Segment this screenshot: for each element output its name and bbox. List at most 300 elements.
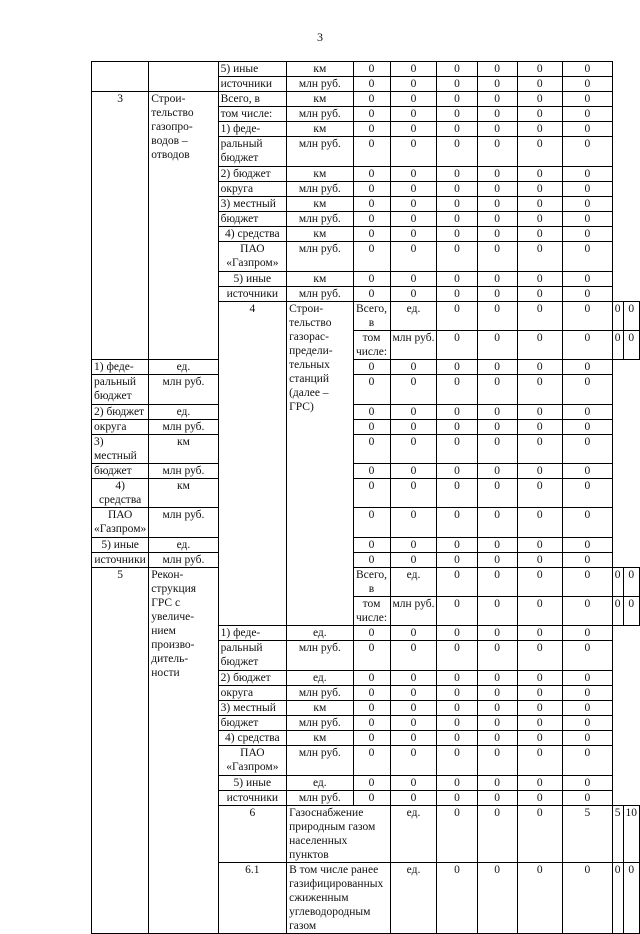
value-cell: 0: [517, 806, 562, 863]
value-cell: 0: [437, 701, 477, 716]
value-cell: 0: [477, 464, 517, 479]
value-cell: 0: [437, 479, 477, 508]
value-cell: 0: [353, 197, 390, 212]
value-cell: 0: [562, 791, 612, 806]
value-cell: 0: [390, 626, 437, 641]
table-row: [92, 508, 640, 538]
funding-source: 1) феде-: [218, 122, 286, 137]
funding-source: ральный бюджет: [218, 641, 286, 671]
unit-cell: млн руб.: [287, 182, 353, 197]
value-cell: 0: [562, 641, 612, 671]
value-cell: 0: [437, 375, 477, 405]
value-cell: 0: [390, 791, 437, 806]
value-cell: 0: [612, 331, 623, 360]
value-cell: 0: [517, 479, 562, 508]
value-cell: 0: [437, 107, 477, 122]
value-cell: 0: [517, 508, 562, 538]
value-cell: 0: [437, 77, 477, 92]
value-cell: 0: [437, 137, 477, 167]
value-cell: 0: [437, 167, 477, 182]
value-cell: 0: [477, 641, 517, 671]
value-cell: 0: [437, 405, 477, 420]
table-row: [92, 92, 640, 107]
value-cell: 0: [437, 62, 477, 77]
unit-cell: км: [287, 731, 353, 746]
value-cell: 0: [390, 716, 437, 731]
value-cell: 0: [477, 167, 517, 182]
value-cell: 0: [390, 360, 437, 375]
unit-cell: млн руб.: [287, 137, 353, 167]
unit-cell: млн руб.: [287, 716, 353, 731]
value-cell: 0: [477, 435, 517, 464]
funding-source: 1) феде-: [92, 360, 149, 375]
value-cell: 0: [390, 731, 437, 746]
value-cell: 0: [477, 212, 517, 227]
value-cell: 0: [437, 420, 477, 435]
unit-cell: км: [287, 701, 353, 716]
value-cell: 0: [517, 641, 562, 671]
unit-cell: ед.: [149, 405, 218, 420]
value-cell: 0: [477, 182, 517, 197]
funding-source: 2) бюджет: [92, 405, 149, 420]
funding-source: 5) иные: [218, 62, 286, 77]
value-cell: 0: [517, 435, 562, 464]
value-cell: 0: [353, 272, 390, 287]
value-cell: 0: [477, 568, 517, 597]
value-cell: 0: [353, 791, 390, 806]
value-cell: 0: [517, 731, 562, 746]
value-cell: 0: [353, 746, 390, 776]
value-cell: 0: [353, 716, 390, 731]
value-cell: 0: [612, 302, 623, 331]
value-cell: 0: [477, 242, 517, 272]
funding-source: источники: [92, 553, 149, 568]
value-cell: 0: [353, 242, 390, 272]
unit-cell: км: [287, 167, 353, 182]
unit-cell: млн руб.: [287, 287, 353, 302]
value-cell: 0: [390, 197, 437, 212]
unit-cell: ед.: [149, 538, 218, 553]
value-cell: 0: [437, 553, 477, 568]
value-cell: 0: [562, 62, 612, 77]
value-cell: 0: [353, 641, 390, 671]
value-cell: 0: [477, 197, 517, 212]
value-cell: 0: [562, 776, 612, 791]
unit-cell: млн руб.: [287, 641, 353, 671]
value-cell: 0: [390, 405, 437, 420]
value-cell: 0: [353, 92, 390, 107]
value-cell: 0: [562, 863, 612, 934]
value-cell: 0: [562, 626, 612, 641]
value-cell: 0: [612, 863, 623, 934]
funding-source: 2) бюджет: [218, 167, 286, 182]
value-cell: 0: [517, 776, 562, 791]
value-cell: 0: [477, 701, 517, 716]
table-row: [92, 464, 640, 479]
value-cell: 0: [562, 746, 612, 776]
value-cell: 0: [437, 597, 477, 626]
value-cell: 0: [562, 242, 612, 272]
unit-cell: км: [287, 272, 353, 287]
value-cell: 0: [353, 62, 390, 77]
value-cell: 0: [353, 701, 390, 716]
value-cell: 0: [390, 746, 437, 776]
value-cell: 0: [517, 716, 562, 731]
value-cell: 0: [353, 287, 390, 302]
unit-cell: км: [287, 62, 353, 77]
value-cell: 0: [437, 731, 477, 746]
unit-cell: млн руб.: [149, 553, 218, 568]
unit-cell: млн руб.: [149, 375, 218, 405]
value-cell: 0: [517, 331, 562, 360]
funding-source: округа: [92, 420, 149, 435]
value-cell: 0: [437, 331, 477, 360]
unit-cell: млн руб.: [287, 791, 353, 806]
value-cell: 0: [517, 746, 562, 776]
funding-source: ральный бюджет: [218, 137, 286, 167]
funding-source: 1) феде-: [218, 626, 286, 641]
table-row: [92, 420, 640, 435]
value-cell: 0: [562, 405, 612, 420]
value-cell: 0: [390, 212, 437, 227]
value-cell: 0: [562, 212, 612, 227]
value-cell: 0: [517, 287, 562, 302]
value-cell: 0: [437, 242, 477, 272]
value-cell: 0: [390, 553, 437, 568]
value-cell: 0: [477, 122, 517, 137]
value-cell: 0: [477, 302, 517, 331]
value-cell: 0: [477, 137, 517, 167]
row-number: 4: [218, 302, 286, 626]
value-cell: 0: [623, 597, 640, 626]
value-cell: 0: [477, 227, 517, 242]
value-cell: 0: [477, 863, 517, 934]
data-table: [91, 61, 640, 934]
value-cell: 0: [517, 242, 562, 272]
table-row: [92, 62, 640, 77]
value-cell: 0: [353, 182, 390, 197]
value-cell: 0: [477, 671, 517, 686]
value-cell: 0: [562, 137, 612, 167]
value-cell: 0: [477, 331, 517, 360]
unit-cell: млн руб.: [149, 508, 218, 538]
unit-cell: млн руб.: [287, 242, 353, 272]
unit-cell: км: [287, 92, 353, 107]
value-cell: 0: [477, 107, 517, 122]
value-cell: 0: [390, 641, 437, 671]
value-cell: 0: [562, 568, 612, 597]
table-row: [92, 538, 640, 553]
value-cell: 0: [353, 731, 390, 746]
funding-source: 4) средства: [218, 227, 286, 242]
value-cell: 0: [477, 553, 517, 568]
value-cell: 0: [353, 538, 390, 553]
row-number: 5: [92, 568, 149, 934]
value-cell: 0: [517, 464, 562, 479]
value-cell: 0: [562, 197, 612, 212]
value-cell: 0: [390, 62, 437, 77]
funding-source: 4) средства: [218, 731, 286, 746]
value-cell: 0: [517, 597, 562, 626]
funding-source: источники: [218, 791, 286, 806]
value-cell: 0: [437, 122, 477, 137]
funding-source: бюджет: [92, 464, 149, 479]
value-cell: 0: [477, 360, 517, 375]
value-cell: 0: [353, 227, 390, 242]
value-cell: 0: [477, 508, 517, 538]
unit-cell: млн руб.: [287, 746, 353, 776]
value-cell: 0: [517, 420, 562, 435]
value-cell: 0: [477, 287, 517, 302]
value-cell: 5: [612, 806, 623, 863]
unit-cell: ед.: [287, 776, 353, 791]
value-cell: 0: [562, 701, 612, 716]
value-cell: 0: [517, 568, 562, 597]
value-cell: 0: [517, 791, 562, 806]
value-cell: 0: [517, 671, 562, 686]
value-cell: 0: [437, 197, 477, 212]
unit-cell: млн руб.: [287, 686, 353, 701]
value-cell: 0: [353, 508, 390, 538]
value-cell: 0: [517, 863, 562, 934]
value-cell: 0: [562, 479, 612, 508]
unit-cell: млн руб.: [287, 77, 353, 92]
table-row: [92, 568, 640, 597]
funding-source: бюджет: [218, 212, 286, 227]
value-cell: 0: [390, 538, 437, 553]
unit-cell: км: [287, 122, 353, 137]
value-cell: 0: [437, 776, 477, 791]
value-cell: 0: [437, 227, 477, 242]
value-cell: 0: [390, 671, 437, 686]
value-cell: 0: [477, 420, 517, 435]
value-cell: 0: [477, 597, 517, 626]
value-cell: 0: [562, 538, 612, 553]
value-cell: 0: [390, 508, 437, 538]
value-cell: 0: [517, 182, 562, 197]
value-cell: 0: [390, 479, 437, 508]
value-cell: 0: [562, 731, 612, 746]
value-cell: 0: [517, 360, 562, 375]
value-cell: 0: [437, 212, 477, 227]
row-number: [92, 62, 149, 92]
value-cell: 0: [517, 272, 562, 287]
value-cell: 0: [437, 464, 477, 479]
value-cell: 0: [562, 77, 612, 92]
value-cell: 10: [623, 806, 640, 863]
value-cell: 0: [517, 553, 562, 568]
value-cell: 0: [437, 568, 477, 597]
funding-source: 3) местный: [92, 435, 149, 464]
value-cell: 0: [390, 122, 437, 137]
value-cell: 0: [562, 182, 612, 197]
value-cell: 0: [437, 746, 477, 776]
value-cell: 0: [437, 360, 477, 375]
unit-cell: ед.: [287, 626, 353, 641]
value-cell: 0: [353, 137, 390, 167]
funding-source: 5) иные: [218, 272, 286, 287]
table-row: [92, 553, 640, 568]
row-number: 6.1: [218, 863, 286, 934]
value-cell: 0: [517, 227, 562, 242]
unit-cell: км: [149, 479, 218, 508]
value-cell: 0: [353, 77, 390, 92]
value-cell: 0: [390, 137, 437, 167]
value-cell: 0: [477, 806, 517, 863]
row-number: 6: [218, 806, 286, 863]
value-cell: 0: [562, 508, 612, 538]
value-cell: 0: [623, 331, 640, 360]
funding-source: 5) иные: [92, 538, 149, 553]
table-row: [92, 479, 640, 508]
value-cell: 0: [562, 435, 612, 464]
value-cell: 0: [437, 641, 477, 671]
funding-source: 4) средства: [92, 479, 149, 508]
value-cell: 0: [437, 863, 477, 934]
value-cell: 0: [390, 92, 437, 107]
value-cell: 0: [437, 686, 477, 701]
value-cell: 0: [353, 122, 390, 137]
value-cell: 0: [437, 791, 477, 806]
unit-cell: ед.: [149, 360, 218, 375]
value-cell: 0: [390, 107, 437, 122]
unit-cell: ед.: [390, 863, 437, 934]
value-cell: 0: [562, 302, 612, 331]
value-cell: 0: [390, 776, 437, 791]
unit-cell: млн руб.: [287, 212, 353, 227]
value-cell: 0: [477, 62, 517, 77]
value-cell: 0: [390, 375, 437, 405]
value-cell: 0: [437, 538, 477, 553]
unit-cell: ед.: [390, 302, 437, 331]
value-cell: 5: [562, 806, 612, 863]
funding-source: Всего, в: [353, 568, 390, 597]
funding-source: Всего, в: [218, 92, 286, 107]
unit-cell: ед.: [287, 671, 353, 686]
value-cell: 0: [477, 272, 517, 287]
unit-cell: км: [287, 227, 353, 242]
unit-cell: млн руб.: [287, 107, 353, 122]
value-cell: 0: [390, 435, 437, 464]
value-cell: 0: [517, 197, 562, 212]
unit-cell: млн руб.: [149, 420, 218, 435]
row-title: Газоснабжение природным газом населенных пунктов: [287, 806, 390, 863]
value-cell: 0: [353, 671, 390, 686]
row-title: Строи- тельство газопро- водов – отводов: [149, 92, 218, 360]
table-row: [92, 405, 640, 420]
value-cell: 0: [562, 553, 612, 568]
value-cell: 0: [390, 77, 437, 92]
value-cell: 0: [517, 122, 562, 137]
value-cell: 0: [477, 716, 517, 731]
value-cell: 0: [353, 464, 390, 479]
funding-source: ПАО «Газпром»: [218, 242, 286, 272]
value-cell: 0: [437, 272, 477, 287]
value-cell: 0: [562, 375, 612, 405]
value-cell: 0: [390, 686, 437, 701]
value-cell: 0: [612, 597, 623, 626]
value-cell: 0: [390, 287, 437, 302]
funding-source: источники: [218, 287, 286, 302]
value-cell: 0: [353, 360, 390, 375]
value-cell: 0: [562, 716, 612, 731]
value-cell: 0: [562, 464, 612, 479]
unit-cell: млн руб.: [390, 597, 437, 626]
value-cell: 0: [477, 776, 517, 791]
value-cell: 0: [477, 375, 517, 405]
value-cell: 0: [390, 167, 437, 182]
value-cell: 0: [562, 122, 612, 137]
value-cell: 0: [562, 92, 612, 107]
value-cell: 0: [517, 137, 562, 167]
funding-source: том числе:: [353, 331, 390, 360]
value-cell: 0: [437, 508, 477, 538]
row-number: 3: [92, 92, 149, 360]
unit-cell: млн руб.: [149, 464, 218, 479]
value-cell: 0: [477, 686, 517, 701]
value-cell: 0: [562, 167, 612, 182]
value-cell: 0: [437, 626, 477, 641]
unit-cell: км: [287, 197, 353, 212]
value-cell: 0: [562, 272, 612, 287]
value-cell: 0: [390, 242, 437, 272]
value-cell: 0: [353, 167, 390, 182]
value-cell: 0: [517, 77, 562, 92]
value-cell: 0: [353, 626, 390, 641]
value-cell: 0: [437, 671, 477, 686]
value-cell: 0: [437, 716, 477, 731]
value-cell: 0: [562, 107, 612, 122]
page-number: 3: [317, 30, 323, 44]
value-cell: 0: [562, 420, 612, 435]
funding-source: 3) местный: [218, 197, 286, 212]
unit-cell: км: [149, 435, 218, 464]
funding-source: ПАО «Газпром»: [218, 746, 286, 776]
value-cell: 0: [390, 464, 437, 479]
value-cell: 0: [390, 227, 437, 242]
value-cell: 0: [437, 302, 477, 331]
row-title: В том числе ранее газифицированных сжиженным углеводородным газом: [287, 863, 390, 934]
value-cell: 0: [517, 686, 562, 701]
funding-source: источники: [218, 77, 286, 92]
value-cell: 0: [390, 420, 437, 435]
row-title: Рекон- струкция ГРС с увеличе- нием произво- дитель- ности: [149, 568, 218, 934]
value-cell: 0: [353, 405, 390, 420]
funding-source: ПАО «Газпром»: [92, 508, 149, 538]
unit-cell: млн руб.: [390, 331, 437, 360]
unit-cell: ед.: [390, 806, 437, 863]
funding-source: 5) иные: [218, 776, 286, 791]
value-cell: 0: [477, 731, 517, 746]
value-cell: 0: [562, 331, 612, 360]
value-cell: 0: [517, 92, 562, 107]
value-cell: 0: [477, 626, 517, 641]
value-cell: 0: [517, 107, 562, 122]
value-cell: 0: [477, 479, 517, 508]
value-cell: 0: [353, 375, 390, 405]
value-cell: 0: [517, 212, 562, 227]
value-cell: 0: [612, 568, 623, 597]
value-cell: 0: [437, 92, 477, 107]
value-cell: 0: [390, 272, 437, 287]
value-cell: 0: [517, 538, 562, 553]
value-cell: 0: [517, 62, 562, 77]
value-cell: 0: [623, 302, 640, 331]
value-cell: 0: [517, 405, 562, 420]
value-cell: 0: [390, 182, 437, 197]
value-cell: 0: [353, 686, 390, 701]
value-cell: 0: [477, 746, 517, 776]
